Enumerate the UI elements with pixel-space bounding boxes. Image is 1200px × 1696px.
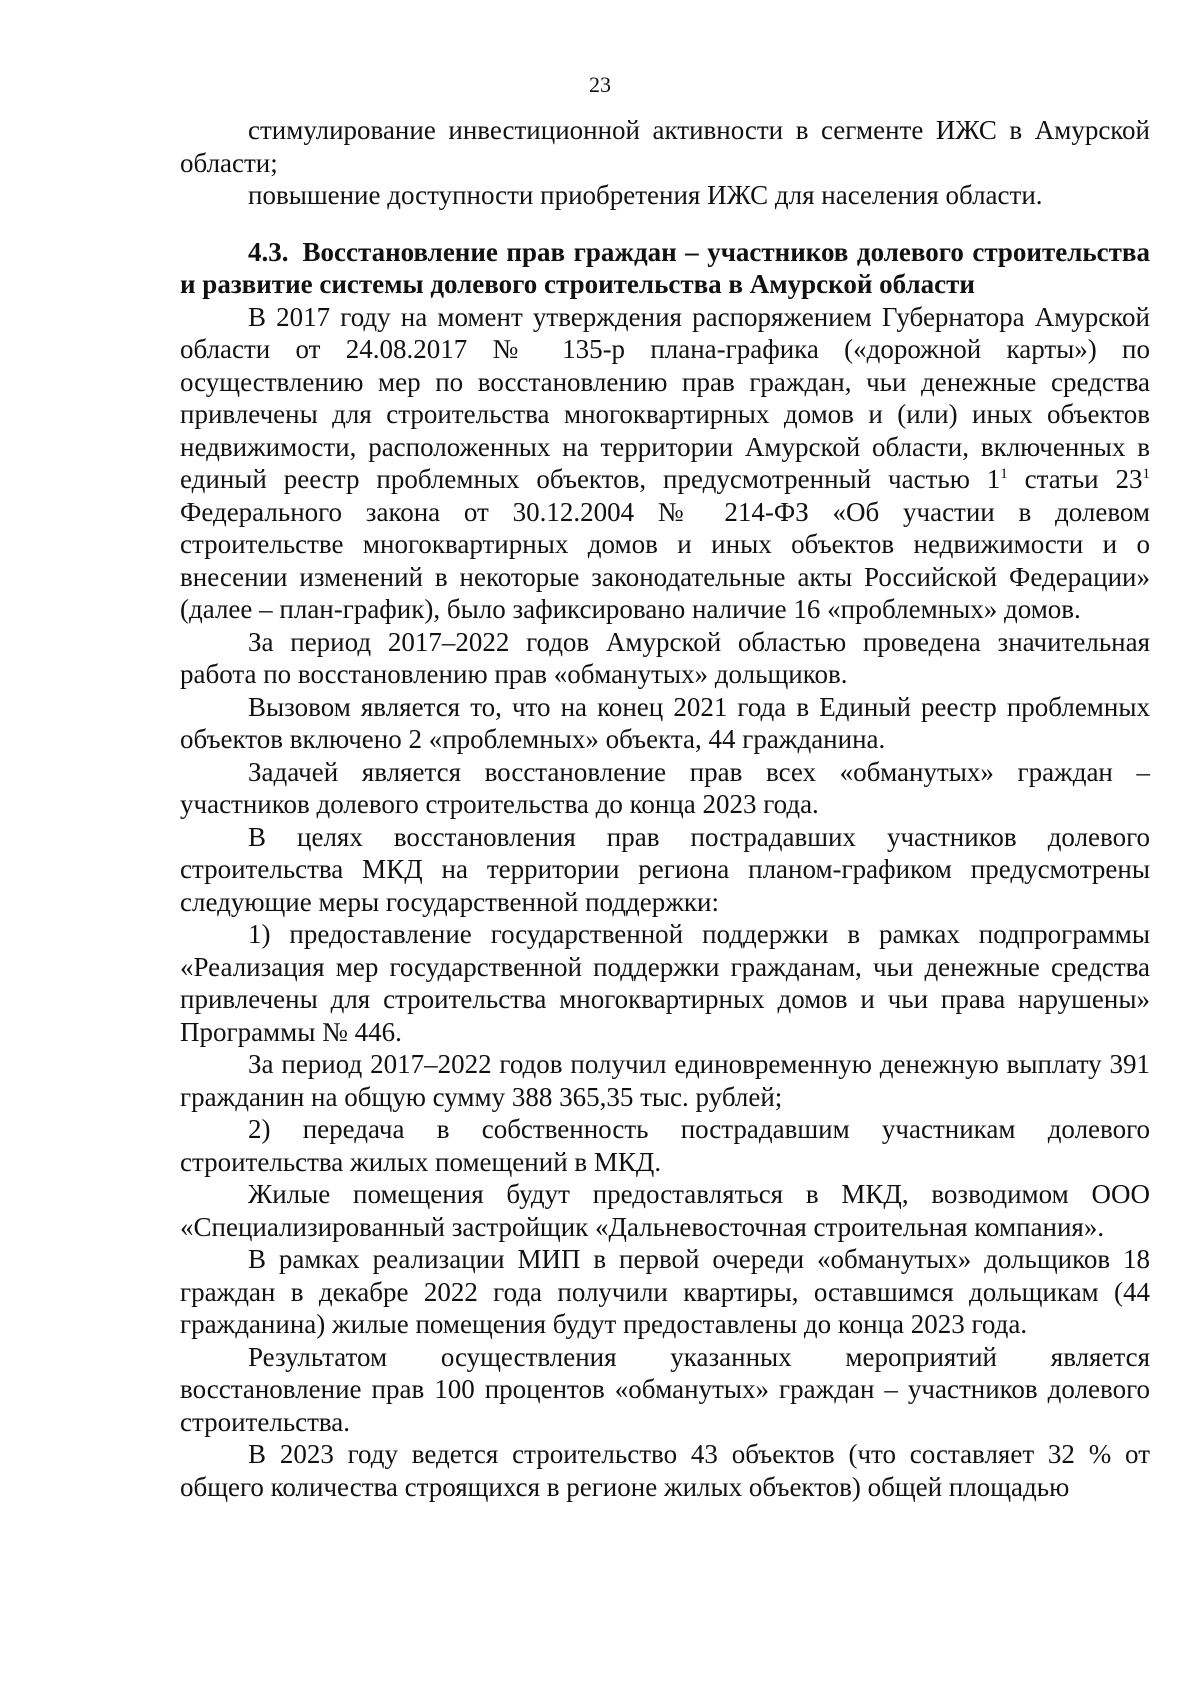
page-number: 23 xyxy=(589,72,611,97)
paragraph: В рамках реализации МИП в первой очереди «обманутых» дольщиков 18 граждан в декабре 2022 года получили квартиры, оставшимся дольщикам (44 гражданина) жилые помещения будут предоставлены до конца 2023 года. xyxy=(180,1244,1150,1339)
paragraph: стимулирование инвестиционной активности в сегменте ИЖС в Амурской области; xyxy=(180,115,1150,178)
paragraph: За период 2017–2022 годов Амурской областью проведена значительная работа по восстановлению прав «обманутых» дольщиков. xyxy=(180,626,1150,689)
document-body xyxy=(180,114,1150,1503)
paragraph: В целях восстановления прав пострадавших участников долевого строительства МКД на территории региона планом-графиком предусмотрены следующие меры государственной поддержки: xyxy=(180,821,1150,917)
intro-text-part3: Федерального закона от 30.12.2004 № 214-ФЗ «Об участии в долевом строительстве многоквартирных домов и иных объектов недвижимости и о внесении изменений в некоторые законодательные акты Российской Федерации» (далее – план-график), было зафиксировано наличие 16 «проблемных» домов. xyxy=(180,496,1150,624)
paragraph: Вызовом является то, что на конец 2021 года в Единый реестр проблемных объектов включено 2 «проблемных» объекта, 44 гражданина. xyxy=(180,691,1150,754)
paragraph: Результатом осуществления указанных мероприятий является восстановление прав 100 процентов «обманутых» граждан – участников долевого строительства. xyxy=(180,1341,1150,1437)
superscript: 1 xyxy=(1000,466,1008,482)
section-number: 4.3. xyxy=(248,236,289,267)
section-title: Восстановление прав граждан – участников долевого строительства и развитие системы долевого строительства в Амурской области xyxy=(180,236,1150,299)
intro-text-part2: статьи 23 xyxy=(1007,464,1143,494)
paragraph: Задачей является восстановление прав всех «обманутых» граждан – участников долевого строительства до конца 2023 года. xyxy=(180,756,1150,819)
section-heading xyxy=(180,236,1150,301)
paragraph: повышение доступности приобретения ИЖС для населения области. xyxy=(248,180,1043,210)
paragraph: В 2023 году ведется строительство 43 объектов (что составляет 32 % от общего количества строящихся в регионе жилых объектов) общей площадью xyxy=(180,1439,1150,1502)
paragraph: 2) передача в собственность пострадавшим участникам долевого строительства жилых помещений в МКД. xyxy=(180,1114,1150,1177)
intro-text-part1: В 2017 году на момент утверждения распоряжением Губернатора Амурской области от 24.08.2017 № 135-р плана-графика («дорожной карты») по осуществлению мер по восстановлению прав граждан, чьи денежные средства привлечены для строительства многоквартирных домов и (или) иных объектов недвижимости, расположенных на территории Амурской области, включенных в единый реестр проблемных объектов, предусмотренный частью 1 xyxy=(180,301,1150,494)
paragraph: За период 2017–2022 годов получил единовременную денежную выплату 391 гражданин на общую сумму 388 365,35 тыс. рублей; xyxy=(180,1049,1150,1112)
superscript: 1 xyxy=(1142,466,1150,482)
paragraph: 1) предоставление государственной поддержки в рамках подпрограммы «Реализация мер государственной поддержки гражданам, чьи денежные средства привлечены для строительства многоквартирных домов и чьи права нарушены» Программы № 446. xyxy=(180,919,1150,1047)
paragraph: Жилые помещения будут предоставляться в МКД, возводимом ООО «Специализированный застройщик «Дальневосточная строительная компания». xyxy=(180,1179,1150,1242)
paragraph-intro xyxy=(180,301,1150,626)
